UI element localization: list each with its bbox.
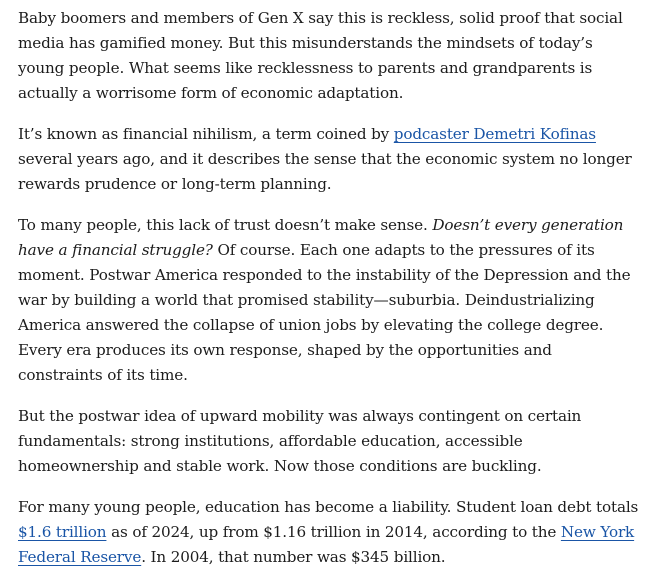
- paragraph-3-text-after: Of course. Each one adapts to the pressures of its moment. Postwar America responded to the instability of the Depression and the war by building a world that promised stability—suburbia. Deindustrializing America answered the collapse of union jobs by elevating the college degree. Every era produces its own response, shaped by the opportunities and constraints of its time.: [18, 241, 631, 384]
- paragraph-4: [18, 404, 639, 479]
- paragraph-5: [18, 495, 639, 570]
- paragraph-5-text-middle: as of 2024, up from $1.16 trillion in 2014, according to the: [106, 523, 561, 541]
- paragraph-4-text: But the postwar idea of upward mobility was always contingent on certain fundamentals: strong institutions, affordable education, accessible homeownership and stable work. Now those conditions are buckling.: [18, 407, 582, 475]
- student-debt-link[interactable]: $1.6 trillion: [18, 523, 107, 541]
- paragraph-2-text-after: several years ago, and it describes the sense that the economic system no longer rewards prudence or long-term planning.: [18, 150, 632, 193]
- podcaster-link[interactable]: podcaster Demetri Kofinas: [393, 125, 596, 143]
- paragraph-2: [18, 122, 639, 197]
- paragraph-5-text-before: For many young people, education has become a liability. Student loan debt totals: [18, 498, 639, 516]
- paragraph-3-italic-question: Doesn’t every generation have a financial struggle?: [18, 216, 624, 259]
- paragraph-5-text-after: . In 2004, that number was $345 billion.: [141, 548, 446, 566]
- paragraph-1-text: Baby boomers and members of Gen X say this is reckless, solid proof that social media has gamified money. But this misunderstands the mindsets of today’s young people. What seems like recklessness to parents and grandparents is actually a worrisome form of economic adaptation.: [18, 9, 623, 102]
- ny-fed-link[interactable]: New York Federal Reserve: [18, 523, 635, 566]
- paragraph-3: [18, 213, 639, 388]
- paragraph-3-text-before: To many people, this lack of trust doesn’t make sense.: [18, 216, 433, 234]
- paragraph-2-text-before: It’s known as financial nihilism, a term coined by: [18, 125, 394, 143]
- paragraph-1: [18, 6, 639, 106]
